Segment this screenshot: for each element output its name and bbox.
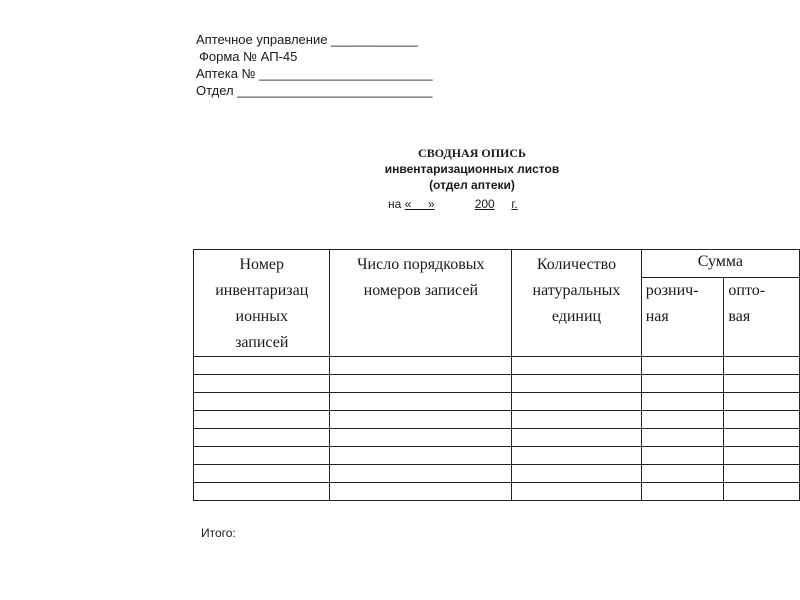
header-units: Количество натуральных единиц — [512, 250, 641, 357]
form-header — [196, 31, 433, 99]
table-row — [194, 429, 800, 447]
table-row — [194, 357, 800, 375]
header-sum: Сумма — [641, 250, 799, 278]
table-row — [194, 465, 800, 483]
title-dept: (отдел аптеки) — [429, 178, 515, 192]
date-line — [388, 197, 518, 211]
header-number: Номер инвентаризац ионных записей — [194, 250, 330, 357]
date-suffix: г. — [511, 197, 518, 211]
date-year: 200 — [474, 197, 495, 211]
date-day: « » — [404, 197, 435, 211]
document-title — [322, 145, 622, 193]
table-row — [194, 393, 800, 411]
header-retail: рознич- ная — [641, 277, 724, 356]
date-prefix: на — [388, 197, 405, 211]
table-row — [194, 447, 800, 465]
pharmacy-line: Аптека № ________________________ — [196, 66, 433, 81]
pharmacy-admin-line: Аптечное управление ____________ — [196, 32, 418, 47]
table-row — [194, 483, 800, 501]
table-header-row — [194, 250, 800, 278]
form-number-line: Форма № АП-45 — [199, 49, 298, 64]
header-wholesale: опто- вая — [724, 277, 800, 356]
table-row — [194, 411, 800, 429]
title-sub: инвентаризационных листов — [384, 162, 560, 176]
title-main: СВОДНАЯ ОПИСЬ — [418, 146, 526, 160]
inventory-table — [193, 249, 800, 501]
table-row — [194, 375, 800, 393]
department-line: Отдел ___________________________ — [196, 83, 433, 98]
total-label: Итого: — [201, 526, 236, 540]
header-count: Число порядковых номеров записей — [330, 250, 512, 357]
